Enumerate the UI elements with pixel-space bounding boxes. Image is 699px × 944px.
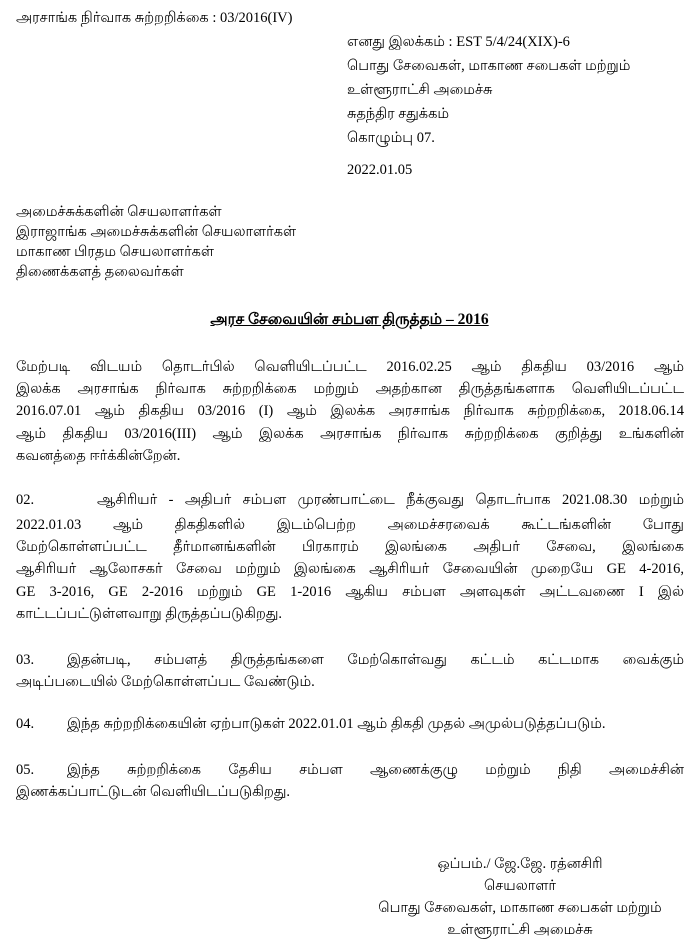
paragraph-2 [16, 514, 684, 625]
letter-date: 2022.01.05 [347, 162, 413, 178]
signatory-title: செயலாளர் [483, 878, 557, 894]
circular-number: அரசாங்க நிர்வாக சுற்றறிக்கை : 03/2016(IV) [16, 10, 293, 26]
subject-text: அரச சேவையின் சம்பள திருத்தம் – 2016 [210, 311, 489, 328]
paragraph-number: 02. [16, 492, 35, 508]
paragraph-3-first-line: இதன்படி, சம்பளத் திருத்தங்களை மேற்கொள்வது கட்டம் கட்டமாக வைக்கும் [67, 652, 684, 668]
paragraph-line: GE 3-2016, GE 2-2016 மற்றும் GE 1-2016 ஆகிய சம்பள அளவுகள் அட்டவணை I இல் [16, 583, 684, 600]
address-line-2: கொழும்பு 07. [347, 130, 435, 146]
paragraph-4-text: இந்த சுற்றறிக்கையின் ஏற்பாடுகள் 2022.01.01 ஆம் திகதி முதல் அமுல்படுத்தப்படும். [67, 716, 606, 732]
recipient: திணைக்களத் தலைவர்கள் [16, 264, 184, 280]
ministry-line-2: உள்ளூராட்சி அமைச்சு [347, 82, 493, 98]
paragraph-line: 2016.07.01 ஆம் திகதிய 03/2016 (I) ஆம் இலக்க அரசாங்க நிர்வாக சுற்றறிக்கை, 2018.06.14 [16, 403, 684, 420]
paragraph-line: காட்டப்பட்டுள்ளவாறு திருத்தப்படுகிறது. [16, 605, 283, 622]
paragraph-line: மேற்கொள்ளப்பட்ட தீர்மானங்களின் பிரகாரம் இலங்கை அதிபர் சேவை, இலங்கை [16, 539, 684, 556]
paragraph-line: மேற்படி விடயம் தொடர்பில் வெளியிடப்பட்ட 2016.02.25 ஆம் திகதிய 03/2016 ஆம் [16, 359, 684, 375]
paragraph-5-second-line: இணக்கப்பாட்டுடன் வெளியிடப்படுகிறது. [16, 784, 291, 800]
signatory-name: ஒப்பம்./ ஜே.ஜே. ரத்னசிரி [437, 856, 603, 872]
paragraph-3-second-line: அடிப்படையில் மேற்கொள்ளப்பட வேண்டும். [16, 674, 315, 690]
paragraph-number: 05. [16, 762, 35, 778]
paragraph-line: இலக்க அரசாங்க நிர்வாக சுற்றறிக்கை மற்றும் அதற்கான திருத்தங்களாக வெளியிடப்பட்ட [16, 381, 684, 398]
paragraph-1 [16, 356, 684, 467]
subject-heading [0, 311, 699, 330]
recipient: மாகாண பிரதம செயலாளர்கள் [16, 244, 215, 260]
signature-ministry-line-1: பொது சேவைகள், மாகாண சபைகள் மற்றும் [378, 900, 662, 916]
paragraph-number: 04. [16, 716, 35, 732]
reference-number: எனது இலக்கம் : EST 5/4/24(XIX)-6 [347, 34, 570, 50]
paragraph-line: கவனத்தை ஈர்க்கின்றேன். [16, 447, 181, 464]
signature-ministry-line-2: உள்ளூராட்சி அமைச்சு [447, 922, 593, 938]
ministry-line-1: பொது சேவைகள், மாகாண சபைகள் மற்றும் [347, 58, 631, 74]
paragraph-5-first-line: இந்த சுற்றறிக்கை தேசிய சம்பள ஆணைக்குழு மற்றும் நிதி அமைச்சின் [67, 762, 684, 778]
recipient: அமைச்சுக்களின் செயலாளர்கள் [16, 204, 222, 220]
address-line-1: சுதந்திர சதுக்கம் [347, 106, 450, 122]
recipient: இராஜாங்க அமைச்சுக்களின் செயலாளர்கள் [16, 224, 297, 240]
paragraph-line: ஆசிரியர் ஆலோசகர் சேவை மற்றும் இலங்கை ஆசிரியர் சேவையின் முறையே GE 4-2016, [16, 561, 684, 578]
paragraph-line: 2022.01.03 ஆம் திகதிகளில் இடம்பெற்ற அமைச்சரவைக் கூட்டங்களின் போது [16, 517, 684, 533]
paragraph-number: 03. [16, 652, 35, 668]
paragraph-line: ஆம் திகதிய 03/2016(III) ஆம் இலக்க அரசாங்க நிர்வாக சுற்றறிக்கை குறித்து உங்களின் [16, 425, 684, 442]
paragraph-2-first-line: ஆசிரியர் - அதிபர் சம்பள முரண்பாட்டை நீக்குவது தொடர்பாக 2021.08.30 மற்றும் [97, 492, 684, 508]
